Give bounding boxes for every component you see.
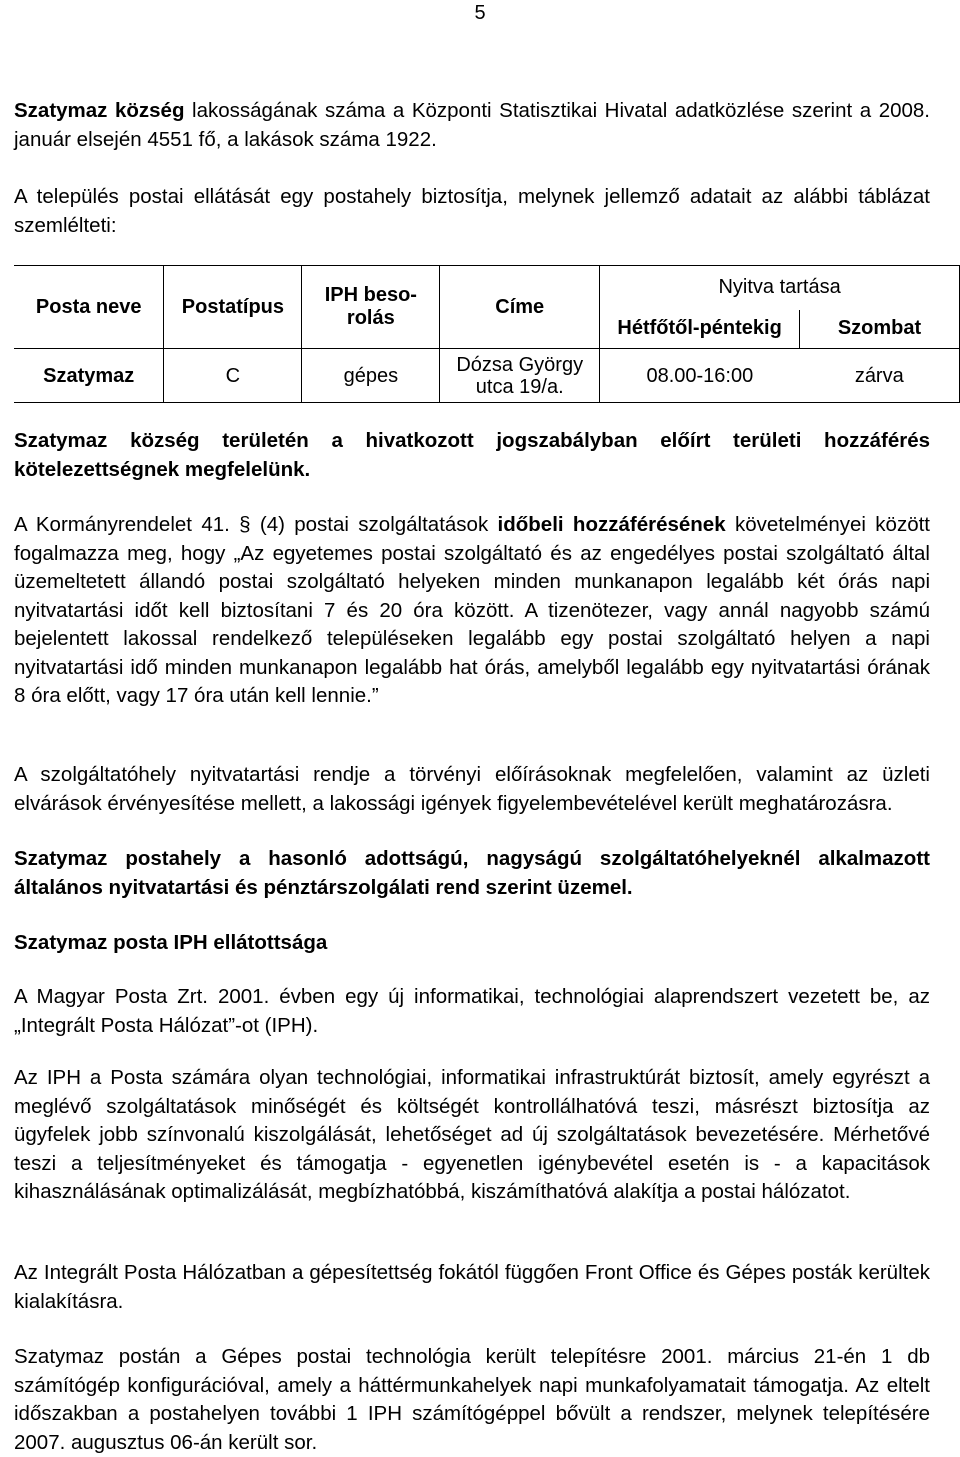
post-office-table: [14, 265, 960, 403]
header-szombat: Szombat: [800, 310, 960, 349]
cell-cime: Dózsa György utca 19/a.: [440, 351, 600, 403]
header-hetfotol-pentekig: Hétfőtől-péntekig: [600, 310, 800, 349]
header-postatipus: Postatípus: [164, 266, 302, 349]
page-number: 5: [474, 2, 486, 24]
paragraph-iph-intro: A Magyar Posta Zrt. 2001. évben egy új informatikai, technológiai alaprendszert vezetett be, az „Integrált Posta Hálózat”-ot (IPH).: [14, 985, 930, 1037]
section-heading: Szatymaz posta IPH ellátottsága: [14, 931, 328, 954]
population-text: lakosságának száma a Központi Statisztikai Hivatal adatközlése szerint a 2008. január elsején 4551 fő, a lakások száma 1922.: [14, 99, 931, 151]
paragraph-iph-benefits: Az IPH a Posta számára olyan technológiai, informatikai infrastruktúrát biztosít, amely egyrészt a meglévő szolgáltatások minőségét és költségét kontrollálhatóvá teszi, másrészt biztosítja az ügyfelek jobb színvonalú kiszolgálását, lehetőséget ad új szolgáltatások bevezetésére. Mérhetővé teszi a teljesítményeket és támogatja - egyenetlen igénybevétel esetén is - a kapacitások kihasználásának optimalizálását, megbízhatóbbá, kiszámíthatóvá alakítja a postai hálózatot.: [14, 1066, 930, 1203]
header-posta-neve: Posta neve: [14, 266, 164, 349]
cell-posta-neve: Szatymaz: [14, 351, 164, 403]
paragraph-regulation: A Kormányrendelet 41. § (4) postai szolgáltatások időbeli hozzáférésének követelményei között fogalmazza meg, hogy „Az egyetemes postai szolgáltató és az engedélyes postai szolgáltató által üzemeltetett állandó postai szolgáltató helyeken minden munkanapon legalább két órás napi nyitvatartási időt kell biztosítani 7 és 20 óra között. A tizenötezer, vagy annál nagyobb számú bejelentett lakossal rendelkező településeken legalább egy postai szolgáltató helyen a napi nyitvatartási idő minden munkanapon legalább hat órás, amelyből legalább egy nyitvatartási órának 8 óra előtt, vagy 17 óra után kell lennie.”: [14, 513, 931, 707]
paragraph-operation: Szatymaz postahely a hasonló adottságú, nagyságú szolgáltatóhelyeknél alkalmazott általános nyitvatartási és pénztárszolgálati rend szerint üzemel.: [14, 847, 930, 899]
cell-szombat: zárva: [800, 351, 960, 403]
header-cime: Címe: [440, 266, 600, 349]
paragraph-access-obligation: Szatymaz község területén a hivatkozott jogszabályban előírt területi hozzáférés kötelezettségnek megfelelünk.: [14, 429, 930, 481]
cell-hetfotol: 08.00-16:00: [600, 351, 800, 403]
cell-iph: gépes: [302, 351, 440, 403]
paragraph-postal-service: A település postai ellátását egy postahely biztosítja, melynek jellemző adatait az alábbi táblázat szemlélteti:: [14, 185, 930, 237]
header-nyitva-tartasa: Nyitva tartása: [600, 266, 960, 310]
paragraph-opening-hours: A szolgáltatóhely nyitvatartási rendje a törvényi előírásoknak megfelelően, valamint az üzleti elvárások érvényesítése mellett, a lakossági igények figyelembevételével került meghatározásra.: [14, 763, 930, 815]
header-iph-besorolas: IPH beso- rolás: [302, 266, 440, 349]
paragraph-installation: Szatymaz postán a Gépes postai technológia került telepítésre 2001. március 21-én 1 db számítógép konfigurációval, amely a háttérmunkahelyek napi munkafolyamatait támogatja. Az eltelt időszakban a postahelyen további 1 IPH számítógéppel bővült a rendszer, melynek telepítésére 2007. augusztus 06-án került sor.: [14, 1345, 930, 1454]
cell-postatipus: C: [164, 351, 302, 403]
paragraph-population: [14, 97, 930, 154]
village-name: Szatymaz község: [14, 99, 185, 122]
paragraph-iph-types: Az Integrált Posta Hálózatban a gépesítettség fokától függően Front Office és Gépes posták kerültek kialakításra.: [14, 1261, 930, 1313]
